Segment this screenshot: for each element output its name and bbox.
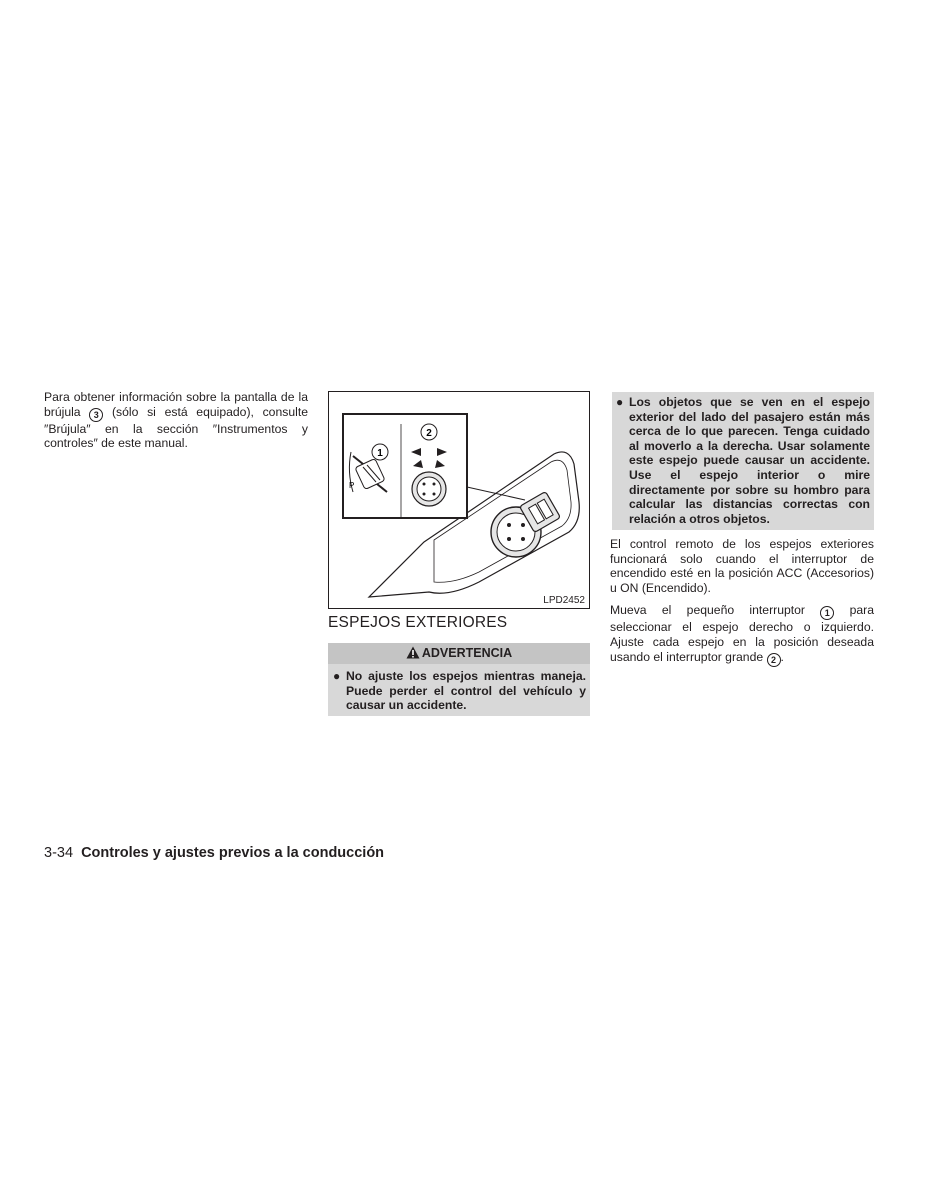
warning-box bbox=[328, 643, 590, 716]
left-paragraph-text-a: Para obtener información sobre la pantalla de la brújula bbox=[44, 390, 308, 419]
callout-1: 1 bbox=[820, 606, 834, 620]
right-warning-bullet: ● bbox=[616, 395, 624, 409]
callout-2: 2 bbox=[767, 653, 781, 667]
warning-text bbox=[333, 669, 586, 713]
page-footer bbox=[44, 845, 384, 861]
warning-header bbox=[328, 643, 590, 664]
mirror-control-figure bbox=[328, 391, 590, 609]
right-paragraph-2-text-a: Mueva el pequeño interruptor bbox=[610, 603, 821, 618]
figure-callout-1: 1 bbox=[377, 448, 383, 459]
callout-3: 3 bbox=[89, 408, 103, 422]
figure-code: LPD2452 bbox=[543, 595, 585, 606]
left-paragraph-text-b: (sólo si está equipado), consulte ″Brújula″ en la sección ″Instrumentos y controles″ de este manual. bbox=[44, 404, 308, 451]
right-warning-text bbox=[616, 395, 870, 526]
right-warning-body: Los objetos que se ven en el espejo exterior del lado del pasajero están más cerca de lo que parecen. Tenga cuidado al moverlo a la derecha. Usar solamente este espejo puede causar un accidente. Use el espejo interior o mire directamente por sobre su hombro para calcular las distancias correctas con relación a otros objetos. bbox=[629, 395, 870, 526]
chapter-title: Controles y ajustes previos a la conducción bbox=[81, 845, 385, 861]
left-paragraph bbox=[44, 390, 308, 451]
warning-triangle-icon bbox=[406, 646, 420, 659]
section-heading: ESPEJOS EXTERIORES bbox=[328, 614, 508, 631]
right-column bbox=[610, 537, 874, 675]
warning-title: ADVERTENCIA bbox=[421, 646, 513, 660]
right-warning-box bbox=[612, 392, 874, 530]
right-paragraph-1: El control remoto de los espejos exteriores funcionará solo cuando el interruptor de encendido esté en la posición ACC (Accesorios) u ON (Encendido). bbox=[610, 537, 874, 595]
right-paragraph-2-text-b: para seleccionar el espejo derecho o izquierdo. Ajuste cada espejo en la posición deseada usando el interruptor grande bbox=[610, 603, 874, 664]
warning-bullet: ● bbox=[333, 669, 341, 683]
warning-body: No ajuste los espejos mientras maneja. Puede perder el control del vehículo y causar un accidente. bbox=[346, 669, 586, 713]
right-paragraph-2 bbox=[610, 603, 874, 666]
svg-text:P: P bbox=[349, 481, 355, 490]
mirror-control-illustration bbox=[329, 392, 591, 610]
figure-callout-2: 2 bbox=[426, 428, 432, 439]
page-number: 3-34 bbox=[44, 845, 74, 861]
right-paragraph-2-text-c: . bbox=[780, 649, 784, 664]
